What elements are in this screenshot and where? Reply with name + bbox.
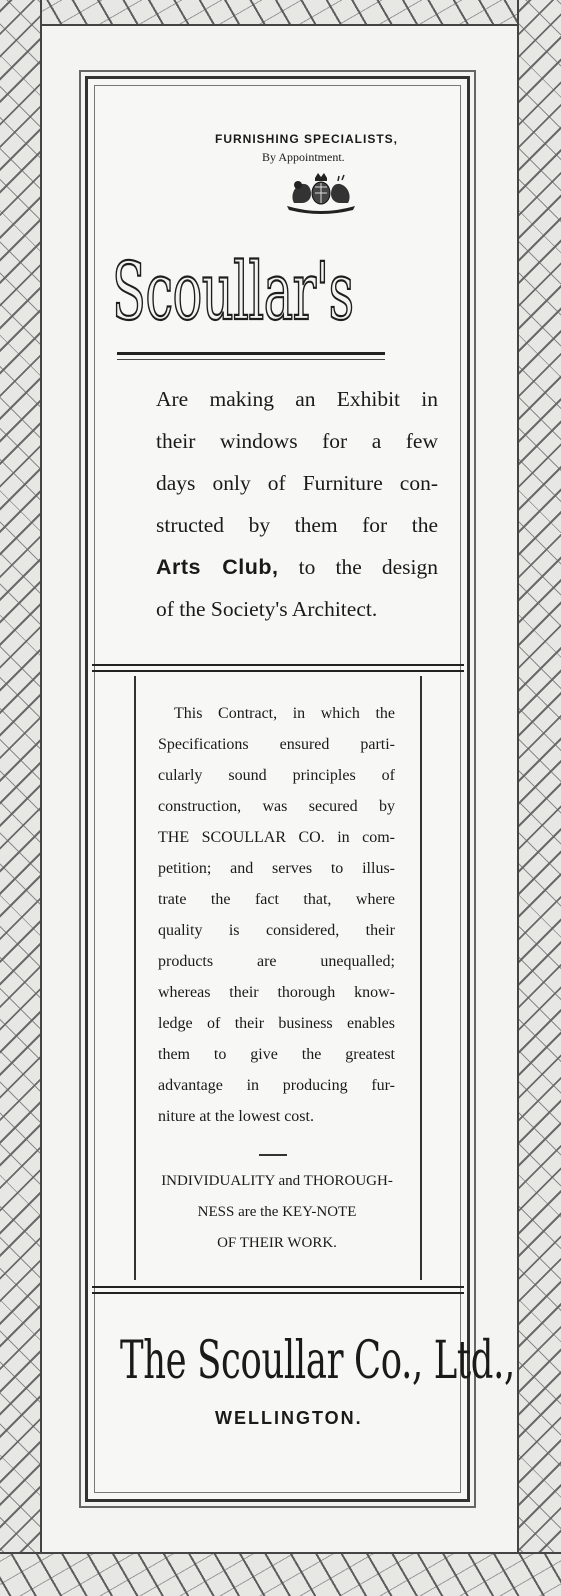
keynote-line: OF THEIR WORK. <box>217 1235 337 1251</box>
keynote-statement <box>136 1166 418 1259</box>
lead-line-arts-club <box>156 546 438 588</box>
exhibit-announcement <box>156 378 438 630</box>
keynote-line: INDIVIDUALITY and THOROUGH- <box>161 1173 393 1189</box>
brand-underline <box>117 352 385 360</box>
lead-line: their windows for a few <box>156 429 438 453</box>
city-label: WELLINGTON. <box>215 1408 363 1428</box>
body-line: petition; and serves to illus- <box>158 860 395 877</box>
left-rope-border <box>0 0 42 1596</box>
footer-divider <box>92 1286 464 1294</box>
by-appointment-label: By Appointment. <box>262 150 345 164</box>
body-line: them to give the greatest <box>158 1046 395 1063</box>
keynote-line: NESS are the KEY-NOTE <box>197 1204 357 1220</box>
lead-line-rest: to the design <box>298 555 439 579</box>
body-line: advantage in producing fur- <box>158 1077 395 1094</box>
body-line: whereas their thorough know- <box>158 984 395 1001</box>
body-line: Specifications ensured parti- <box>158 736 395 753</box>
short-divider <box>259 1154 287 1156</box>
body-line: construction, was secured by <box>158 798 395 815</box>
scoullars-brand-title: Scoullar's <box>112 245 354 338</box>
body-line: THE SCOULLAR CO. in com- <box>158 829 395 846</box>
lead-line: days only of Furniture con- <box>156 471 438 495</box>
company-name: The Scoullar Co., Ltd., <box>120 1331 515 1391</box>
lead-line: of the Society's Architect. <box>156 597 378 621</box>
body-line: trate the fact that, where <box>158 891 395 908</box>
body-line: cularly sound principles of <box>158 767 395 784</box>
section-divider <box>92 664 464 672</box>
body-line: ledge of their business enables <box>158 1015 395 1032</box>
lead-line: Are making an Exhibit in <box>156 387 438 411</box>
lead-line: structed by them for the <box>156 513 438 537</box>
body-line: niture at the lowest cost. <box>158 1108 314 1125</box>
right-rope-border <box>517 0 561 1596</box>
contract-description <box>158 698 395 1132</box>
body-line: quality is considered, their <box>158 922 395 939</box>
arts-club-label: Arts Club, <box>156 555 279 579</box>
body-line: This Contract, in which the <box>174 705 395 722</box>
royal-coat-of-arms-icon <box>282 172 360 214</box>
furnishing-specialists-heading: FURNISHING SPECIALISTS, <box>215 132 399 146</box>
top-rope-border <box>0 0 561 26</box>
bottom-rope-border <box>0 1552 561 1596</box>
body-line: products are unequalled; <box>158 953 395 970</box>
